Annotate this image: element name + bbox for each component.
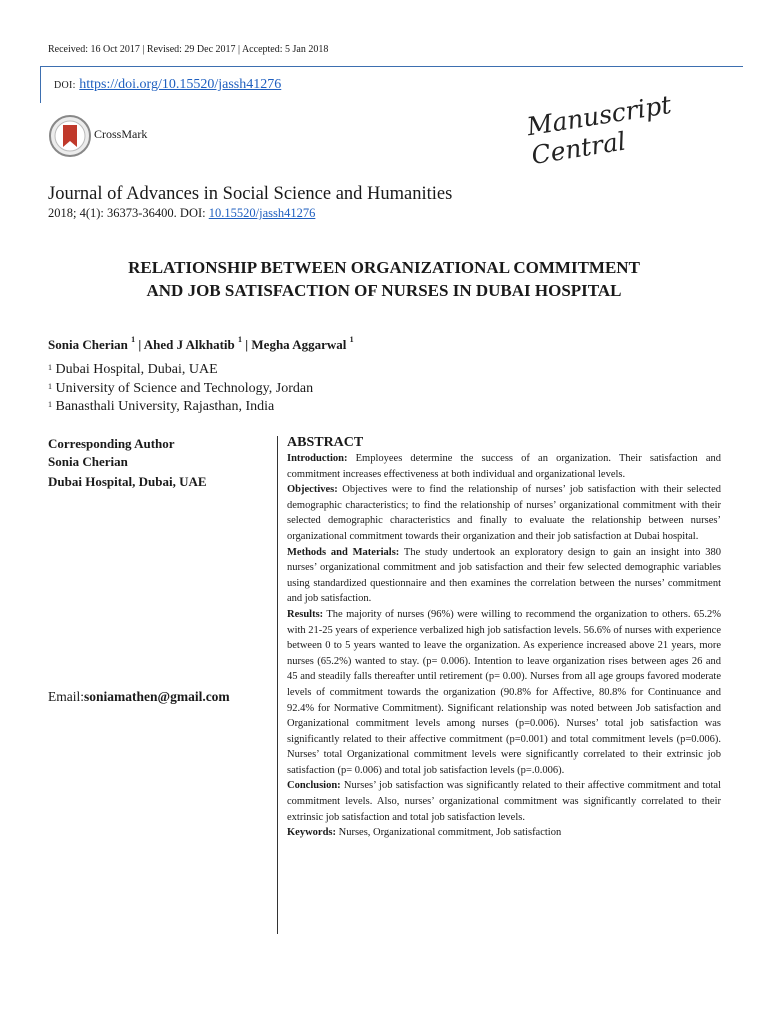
author-name: Ahed J Alkhatib	[143, 337, 235, 352]
email-label: Email:	[48, 689, 84, 704]
abstract-results	[287, 607, 721, 779]
corresponding-heading: Corresponding Author	[48, 436, 175, 451]
affiliation-sup: 1	[48, 381, 52, 391]
journal-citation	[48, 206, 315, 221]
abstract-heading: ABSTRACT	[287, 435, 364, 450]
author-sup: 1	[131, 335, 136, 344]
abstract-conclusion	[287, 778, 721, 825]
affiliation-sup: 1	[48, 363, 52, 372]
affiliation-text: Banasthali University, Rajasthan, India	[55, 399, 275, 414]
journal-name: Journal of Advances in Social Science and Humanities	[48, 184, 453, 204]
section-label: Methods and Materials:	[287, 546, 400, 558]
received-dates: Received: 16 Oct 2017 | Revised: 29 Dec 2017 | Accepted: 5 Jan 2018	[48, 44, 329, 55]
corresponding-name: Sonia Cherian	[48, 454, 128, 469]
author-list	[48, 337, 354, 353]
email-line	[48, 689, 230, 705]
paper-title	[40, 256, 728, 302]
section-text: Nurses’ job satisfaction was significantly related to their affective commitment and total commitment levels. Also, nurses’ organizational commitment was significantly correlated to their extrinsic job satisfaction and total job satisfaction levels.	[287, 780, 721, 823]
author-separator: |	[242, 337, 252, 352]
section-label: Results:	[287, 608, 324, 620]
column-divider	[277, 436, 278, 934]
author-sup: 1	[238, 335, 243, 344]
doi-line	[54, 77, 281, 93]
doi-label: DOI:	[54, 80, 76, 91]
affiliation-sup: 1	[48, 400, 52, 409]
section-label: Introduction:	[287, 453, 348, 464]
citation-text: 2018; 4(1): 36373-36400. DOI:	[48, 206, 209, 220]
manuscript-central-logo: Manuscript Central	[524, 89, 674, 170]
section-text: Objectives were to find the relationship of nurses’ job satisfaction with their selected demographic characteristics; to find the relationship of nurses’ organizational commitment with their selected demographic characteristics and finally to evaluate the relationship between nurses’ organizational commitment towards their organization and their job satisfaction at Dubai hospital.	[287, 484, 721, 542]
corresponding-address: Dubai Hospital, Dubai, UAE	[48, 474, 207, 489]
affiliations	[48, 361, 313, 417]
crossmark-label: CrossMark	[94, 127, 148, 141]
author-separator: |	[135, 337, 144, 352]
email-address[interactable]: soniamathen@gmail.com	[84, 689, 230, 704]
journal-doi-link[interactable]: 10.15520/jassh41276	[208, 206, 316, 220]
author-sup: 1	[349, 335, 354, 344]
title-line-1: RELATIONSHIP BETWEEN ORGANIZATIONAL COMMITMENT	[128, 258, 640, 277]
affiliation-item	[48, 361, 313, 380]
author-name: Megha Aggarwal	[251, 337, 347, 352]
author-name: Sonia Cherian	[48, 337, 128, 352]
section-text: The study undertook an exploratory design to gain an insight into 380 nurses’ organizational commitment and job satisfaction and their few selected demographic variables using standardized questionnaire and then examines the correlation between the nurses’ commitment and job satisfaction.	[287, 546, 721, 605]
doi-link[interactable]: https://doi.org/10.15520/jassh41276	[79, 77, 282, 92]
section-text: The majority of nurses (96%) were willing to recommend the organization to others. 65.2% with 21-25 years of experience verbalized high job satisfaction levels. 56.6% of nurses with experience between 0 to 5 years wanted to leave the organization. As experience increased above 21 years, more nurses (65.2%) wanted to stay. (p= 0.006). Intention to leave organization rises between ages 26 and 45 and steadily falls thereafter until retirement (p= 0.00). Nurses from all age groups favored moderate levels of commitment towards the organization (90.8% for Affective, 80.8% for Continuance and 92.4% for Normative Commitment). Significant relationship was noted between Job satisfaction and Organizational commitment levels among nurses (p=0.006). Nurses’ total job satisfaction was significantly related to their affective commitment (p=0.001) and total commitment levels (p=0.006). Nurses’ total Organizational commitment levels were significantly correlated to their extrinsic job satisfaction (p= 0.006) and total job satisfaction levels (p=.0.006).	[287, 608, 721, 776]
section-text: Employees determine the success of an organization. Their satisfaction and commitment increases effectiveness at both individual and organizational levels.	[287, 453, 721, 480]
corresponding-author	[48, 435, 207, 491]
abstract-keywords	[287, 825, 721, 841]
crossmark-icon[interactable]	[48, 114, 92, 158]
affiliation-text: Dubai Hospital, Dubai, UAE	[55, 362, 218, 377]
title-line-2: AND JOB SATISFACTION OF NURSES IN DUBAI HOSPITAL	[146, 281, 622, 300]
abstract	[287, 434, 721, 841]
keywords-label: Keywords:	[287, 827, 336, 839]
keywords-text: Nurses, Organizational commitment, Job satisfaction	[336, 827, 562, 839]
abstract-introduction	[287, 451, 721, 482]
abstract-methods	[287, 545, 721, 607]
abstract-objectives	[287, 482, 721, 544]
affiliation-item	[48, 398, 313, 417]
affiliation-text: University of Science and Technology, Jordan	[55, 380, 314, 396]
section-label: Objectives:	[287, 484, 338, 496]
affiliation-item	[48, 380, 313, 399]
section-label: Conclusion:	[287, 780, 341, 792]
